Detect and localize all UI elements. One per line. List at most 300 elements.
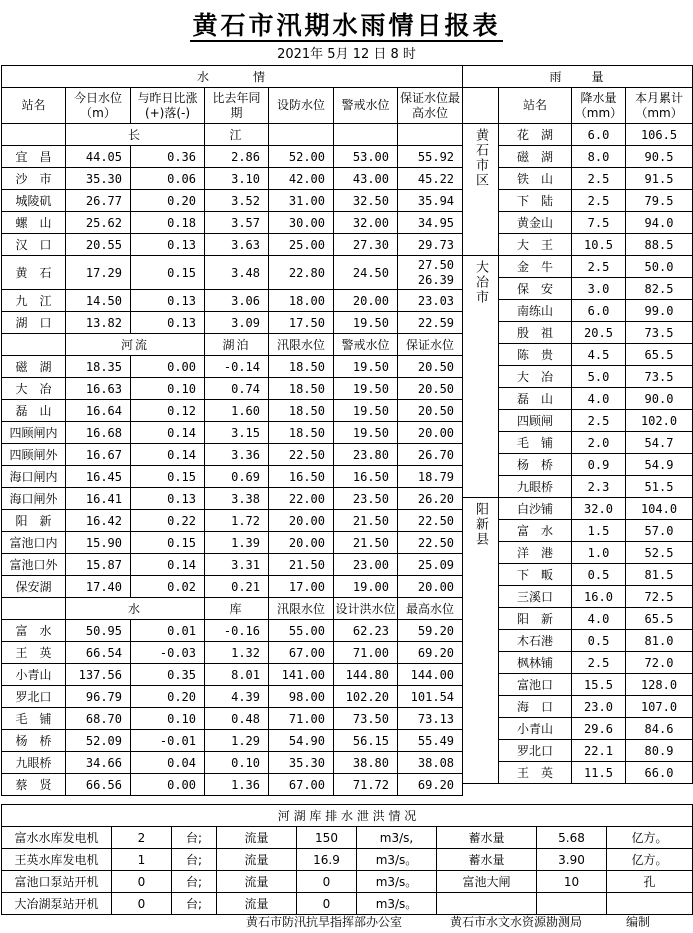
station-value: 45.22: [398, 168, 463, 190]
station-value: 0.01: [131, 620, 205, 642]
station-name: 大 冶: [2, 378, 66, 400]
rain-col-header: 站名: [499, 88, 572, 124]
footer-org-hydro: 黄石市水文水资源勘测局: [450, 915, 583, 929]
station-value: 18.00: [269, 290, 334, 312]
drain-cell: 蓄水量: [437, 849, 537, 871]
station-value: 0.20: [131, 190, 205, 212]
station-name: 磁 湖: [2, 356, 66, 378]
station-value: 71.00: [334, 642, 398, 664]
station-name: 蔡 贤: [2, 774, 66, 796]
rain-region-name: 黄石市区: [473, 128, 488, 188]
station-value: 2.86: [205, 146, 269, 168]
station-value: 3.48: [205, 256, 269, 290]
rain-station-name: 海 口: [499, 696, 572, 718]
station-name: 四顾闸外: [2, 444, 66, 466]
station-value: 0.14: [131, 422, 205, 444]
station-value: 55.49: [398, 730, 463, 752]
section-label-b: 库: [205, 598, 269, 620]
rain-month-total: 54.7: [626, 432, 693, 454]
drain-cell: 王英水库发电机: [2, 849, 112, 871]
lake-row: [2, 422, 463, 444]
rain-station-name: 小青山: [499, 718, 572, 740]
station-value: 22.50: [269, 444, 334, 466]
rain-month-total: 52.5: [626, 542, 693, 564]
drain-cell: 流量: [217, 827, 297, 849]
station-value: 141.00: [269, 664, 334, 686]
rain-row: [463, 498, 693, 520]
station-value: 18.79: [398, 466, 463, 488]
station-value: 137.56: [66, 664, 131, 686]
drain-row: [2, 871, 693, 893]
rain-station-name: 枫林铺: [499, 652, 572, 674]
station-value: 71.72: [334, 774, 398, 796]
station-value: 0.10: [205, 752, 269, 774]
station-value: 53.00: [334, 146, 398, 168]
station-value: 23.03: [398, 290, 463, 312]
section-label-b: 湖泊: [205, 334, 269, 356]
station-value: 50.95: [66, 620, 131, 642]
max-level-1: 27.50: [417, 257, 455, 272]
station-name: 湖 口: [2, 312, 66, 334]
section-col-header: 保证水位: [398, 334, 463, 356]
rain-station-name: 三溪口: [499, 586, 572, 608]
station-value: 73.13: [398, 708, 463, 730]
lake-row: [2, 554, 463, 576]
station-value: 23.80: [334, 444, 398, 466]
rain-region: [463, 124, 499, 256]
drain-cell: 孔: [607, 871, 693, 893]
rain-value: 4.5: [572, 344, 626, 366]
station-value: 35.30: [66, 168, 131, 190]
station-name: 四顾闸内: [2, 422, 66, 444]
station-value: 26.77: [66, 190, 131, 212]
station-value: 20.50: [398, 378, 463, 400]
station-name: 宜 昌: [2, 146, 66, 168]
reservoir-row: [2, 642, 463, 664]
station-name: 九 江: [2, 290, 66, 312]
rain-station-name: 罗北口: [499, 740, 572, 762]
station-value: 0.15: [131, 532, 205, 554]
station-value: 1.39: [205, 532, 269, 554]
station-value: 20.00: [398, 422, 463, 444]
rain-station-name: 木石港: [499, 630, 572, 652]
station-value: 16.42: [66, 510, 131, 532]
station-value: 34.66: [66, 752, 131, 774]
station-name: 杨 桥: [2, 730, 66, 752]
footer-org-flood: 黄石市防汛抗旱指挥部办公室: [246, 915, 403, 929]
station-value: 55.92: [398, 146, 463, 168]
rain-month-total: 107.0: [626, 696, 693, 718]
station-value: 52.00: [269, 146, 334, 168]
river-row: [2, 234, 463, 256]
drain-cell: 0: [297, 871, 357, 893]
rain-month-total: 73.5: [626, 366, 693, 388]
water-col-header: 与昨日比涨(+)落(-): [131, 88, 205, 124]
station-value: 1.36: [205, 774, 269, 796]
rain-value: 6.0: [572, 300, 626, 322]
station-value: 0.12: [131, 400, 205, 422]
drain-cell: 富水水库发电机: [2, 827, 112, 849]
station-value: 0.15: [131, 466, 205, 488]
section-col-header: 最高水位: [398, 598, 463, 620]
lake-row: [2, 576, 463, 598]
station-name: 保安湖: [2, 576, 66, 598]
station-value: 0.06: [131, 168, 205, 190]
rain-station-name: 陈 贵: [499, 344, 572, 366]
station-value: 43.00: [334, 168, 398, 190]
rain-month-total: 66.0: [626, 762, 693, 784]
drain-cell: 流量: [217, 871, 297, 893]
station-value: 73.50: [334, 708, 398, 730]
station-value: 16.64: [66, 400, 131, 422]
rain-month-total: 88.5: [626, 234, 693, 256]
drain-cell: 流量: [217, 849, 297, 871]
station-value: 71.00: [269, 708, 334, 730]
station-value: 67.00: [269, 774, 334, 796]
station-value: 20.50: [398, 400, 463, 422]
rain-value: 22.1: [572, 740, 626, 762]
station-name: 富池口外: [2, 554, 66, 576]
station-value: 21.50: [269, 554, 334, 576]
rain-value: 7.5: [572, 212, 626, 234]
rain-station-name: 杨 桥: [499, 454, 572, 476]
station-value: 0.00: [131, 356, 205, 378]
station-value: -0.03: [131, 642, 205, 664]
drain-cell: 台;: [172, 827, 217, 849]
station-value: 3.57: [205, 212, 269, 234]
rain-station-name: 保 安: [499, 278, 572, 300]
station-value: 1.72: [205, 510, 269, 532]
rain-group-row: [463, 66, 693, 88]
station-value: 27.30: [334, 234, 398, 256]
station-value: 16.67: [66, 444, 131, 466]
station-value: 1.60: [205, 400, 269, 422]
station-value: 0.13: [131, 312, 205, 334]
drain-cell: 亿方。: [607, 827, 693, 849]
rain-month-total: 54.9: [626, 454, 693, 476]
rain-station-name: 黄金山: [499, 212, 572, 234]
water-col-header: 警戒水位: [334, 88, 398, 124]
station-value: 69.20: [398, 774, 463, 796]
station-value: 0.15: [131, 256, 205, 290]
drain-cell: 0: [112, 893, 172, 915]
drain-row: [2, 893, 693, 915]
station-name: 螺 山: [2, 212, 66, 234]
rain-value: 20.5: [572, 322, 626, 344]
drain-cell: m3/s。: [357, 849, 437, 871]
rain-month-total: 90.5: [626, 146, 693, 168]
water-col-header: 比去年同 期: [205, 88, 269, 124]
water-header-row: [2, 88, 463, 124]
water-group-row: [2, 66, 463, 88]
station-value: 38.80: [334, 752, 398, 774]
station-value: 19.50: [334, 400, 398, 422]
rain-month-total: 72.0: [626, 652, 693, 674]
station-value: 15.90: [66, 532, 131, 554]
station-value: 30.00: [269, 212, 334, 234]
river-row: [2, 190, 463, 212]
station-value: 0.74: [205, 378, 269, 400]
river-row: [2, 168, 463, 190]
lake-row: [2, 378, 463, 400]
station-value: -0.01: [131, 730, 205, 752]
station-value: 144.00: [398, 664, 463, 686]
station-value: 18.50: [269, 356, 334, 378]
rain-month-total: 104.0: [626, 498, 693, 520]
station-value: 1.32: [205, 642, 269, 664]
reservoir-row: [2, 708, 463, 730]
rain-value: 2.3: [572, 476, 626, 498]
footer-compiled: 编制: [626, 915, 651, 929]
rain-station-name: 下 陆: [499, 190, 572, 212]
river-row: [2, 212, 463, 234]
drain-cell: 台;: [172, 893, 217, 915]
rain-value: 4.0: [572, 388, 626, 410]
drain-cell: 0: [112, 871, 172, 893]
station-value: 20.55: [66, 234, 131, 256]
station-value: 4.39: [205, 686, 269, 708]
rain-value: 11.5: [572, 762, 626, 784]
station-value: 25.09: [398, 554, 463, 576]
drain-cell: 2: [112, 827, 172, 849]
station-value: 3.36: [205, 444, 269, 466]
station-value: 16.63: [66, 378, 131, 400]
station-value: 66.54: [66, 642, 131, 664]
station-value: 3.15: [205, 422, 269, 444]
rain-station-name: 铁 山: [499, 168, 572, 190]
rain-station-name: 下 畈: [499, 564, 572, 586]
station-value: 0.02: [131, 576, 205, 598]
rain-value: 1.5: [572, 520, 626, 542]
station-value: 3.63: [205, 234, 269, 256]
lake-row: [2, 466, 463, 488]
section-col-header: 汛限水位: [269, 334, 334, 356]
station-value: 29.73: [398, 234, 463, 256]
station-value: 35.94: [398, 190, 463, 212]
station-value: 17.40: [66, 576, 131, 598]
drain-cell: 流量: [217, 893, 297, 915]
section-col-header: 汛限水位: [269, 598, 334, 620]
station-value: 16.41: [66, 488, 131, 510]
drain-cell: [537, 893, 607, 915]
rain-header-row: [463, 88, 693, 124]
rain-value: 2.5: [572, 410, 626, 432]
rain-value: 2.5: [572, 256, 626, 278]
station-value: 59.20: [398, 620, 463, 642]
station-value: 16.50: [334, 466, 398, 488]
station-value: 19.50: [334, 312, 398, 334]
rain-value: 0.9: [572, 454, 626, 476]
station-value: 19.50: [334, 378, 398, 400]
station-value: 67.00: [269, 642, 334, 664]
station-value: 0.22: [131, 510, 205, 532]
water-col-header: 设防水位: [269, 88, 334, 124]
rain-station-name: 殷 祖: [499, 322, 572, 344]
station-name: 富池口内: [2, 532, 66, 554]
water-col-header: 保证水位最高水位: [398, 88, 463, 124]
station-name: 富 水: [2, 620, 66, 642]
station-value: 3.10: [205, 168, 269, 190]
station-value: 32.50: [334, 190, 398, 212]
rain-region: [463, 498, 499, 784]
rain-month-total: 91.5: [626, 168, 693, 190]
rain-value: 10.5: [572, 234, 626, 256]
rain-station-name: 南练山: [499, 300, 572, 322]
rain-value: 8.0: [572, 146, 626, 168]
rain-table: [462, 65, 693, 784]
station-value: 16.45: [66, 466, 131, 488]
rain-station-name: 磊 山: [499, 388, 572, 410]
station-value: 44.05: [66, 146, 131, 168]
report-title: 黄石市汛期水雨情日报表: [192, 11, 501, 40]
rain-month-total: 57.0: [626, 520, 693, 542]
rain-station-name: 富 水: [499, 520, 572, 542]
station-value: 22.50: [398, 510, 463, 532]
rain-month-total: 72.5: [626, 586, 693, 608]
station-name: 海口闸外: [2, 488, 66, 510]
drain-cell: 1: [112, 849, 172, 871]
station-value: 18.50: [269, 378, 334, 400]
section-col-header: 警戒水位: [334, 334, 398, 356]
drain-cell: 蓄水量: [437, 827, 537, 849]
station-value: 144.80: [334, 664, 398, 686]
station-value: 66.56: [66, 774, 131, 796]
rain-month-total: 65.5: [626, 344, 693, 366]
station-value: 0.10: [131, 378, 205, 400]
reservoir-row: [2, 774, 463, 796]
rain-month-total: 81.0: [626, 630, 693, 652]
station-value: 14.50: [66, 290, 131, 312]
river-row: [2, 312, 463, 334]
station-value: 56.15: [334, 730, 398, 752]
rain-month-total: 106.5: [626, 124, 693, 146]
drain-cell: [607, 893, 693, 915]
station-value: 24.50: [334, 256, 398, 290]
station-value: 19.50: [334, 356, 398, 378]
station-value: 0.13: [131, 290, 205, 312]
station-value: -0.16: [205, 620, 269, 642]
rain-station-name: 金 牛: [499, 256, 572, 278]
rain-month-total: 79.5: [626, 190, 693, 212]
rain-value: 23.0: [572, 696, 626, 718]
station-value: 26.70: [398, 444, 463, 466]
rain-station-name: 大 王: [499, 234, 572, 256]
drain-cell: 0: [297, 893, 357, 915]
station-value: 0.36: [131, 146, 205, 168]
rain-value: 0.5: [572, 564, 626, 586]
section-blank: [398, 124, 463, 146]
station-value: 0.14: [131, 554, 205, 576]
station-value: 3.31: [205, 554, 269, 576]
rain-station-name: 四顾闸: [499, 410, 572, 432]
station-value: 23.00: [334, 554, 398, 576]
rain-station-name: 花 湖: [499, 124, 572, 146]
station-value: -0.14: [205, 356, 269, 378]
rain-month-total: 102.0: [626, 410, 693, 432]
drain-cell: 台;: [172, 849, 217, 871]
reservoir-row: [2, 620, 463, 642]
station-name: 阳 新: [2, 510, 66, 532]
max-level-2: 26.39: [417, 272, 455, 287]
rain-month-total: 84.6: [626, 718, 693, 740]
rain-month-total: 81.5: [626, 564, 693, 586]
reservoir-row: [2, 686, 463, 708]
station-value: 3.09: [205, 312, 269, 334]
station-value: 22.00: [269, 488, 334, 510]
station-value: 0.04: [131, 752, 205, 774]
station-value: 20.50: [398, 356, 463, 378]
section-label-a: 水: [66, 598, 205, 620]
station-name: 海口闸内: [2, 466, 66, 488]
rain-region-header-blank: [463, 88, 499, 124]
station-value: 16.50: [269, 466, 334, 488]
station-value: 0.13: [131, 488, 205, 510]
section-blank: [269, 124, 334, 146]
station-value: 98.00: [269, 686, 334, 708]
drain-cell: 150: [297, 827, 357, 849]
rain-value: 2.5: [572, 652, 626, 674]
station-max-levels: [398, 256, 463, 290]
section-label-a: 长: [66, 124, 205, 146]
station-value: 38.08: [398, 752, 463, 774]
drain-row: [2, 849, 693, 871]
station-name: 城陵矶: [2, 190, 66, 212]
station-value: 102.20: [334, 686, 398, 708]
rain-station-name: 大 冶: [499, 366, 572, 388]
station-value: 13.82: [66, 312, 131, 334]
rain-month-total: 82.5: [626, 278, 693, 300]
station-value: 35.30: [269, 752, 334, 774]
drain-cell: m3/s。: [357, 871, 437, 893]
station-name: 王 英: [2, 642, 66, 664]
river-row: [2, 290, 463, 312]
rain-value: 3.0: [572, 278, 626, 300]
station-value: 55.00: [269, 620, 334, 642]
station-value: 0.20: [131, 686, 205, 708]
rain-month-total: 94.0: [626, 212, 693, 234]
drain-cell: 富池口泵站开机: [2, 871, 112, 893]
station-value: 0.10: [131, 708, 205, 730]
station-name: 汉 口: [2, 234, 66, 256]
station-value: 20.00: [269, 510, 334, 532]
station-value: 3.06: [205, 290, 269, 312]
report-date: 2021年 5月 12 日 8 时: [277, 47, 416, 62]
rain-month-total: 51.5: [626, 476, 693, 498]
rain-region: [463, 256, 499, 498]
station-value: 34.95: [398, 212, 463, 234]
station-value: 54.90: [269, 730, 334, 752]
rain-station-name: 九眼桥: [499, 476, 572, 498]
section-blank: [2, 124, 66, 146]
station-value: 96.79: [66, 686, 131, 708]
station-value: 17.00: [269, 576, 334, 598]
rain-month-total: 90.0: [626, 388, 693, 410]
water-col-header: 站名: [2, 88, 66, 124]
drain-cell: 亿方。: [607, 849, 693, 871]
station-value: 19.50: [334, 422, 398, 444]
station-value: 0.00: [131, 774, 205, 796]
drain-title-row: [2, 805, 693, 827]
lake-row: [2, 510, 463, 532]
rain-value: 2.0: [572, 432, 626, 454]
station-value: 1.29: [205, 730, 269, 752]
station-name: 九眼桥: [2, 752, 66, 774]
rain-value: 29.6: [572, 718, 626, 740]
station-name: 毛 铺: [2, 708, 66, 730]
lake-section-row: [2, 334, 463, 356]
station-value: 21.50: [334, 532, 398, 554]
rain-col-header: 降水量（mm）: [572, 88, 626, 124]
